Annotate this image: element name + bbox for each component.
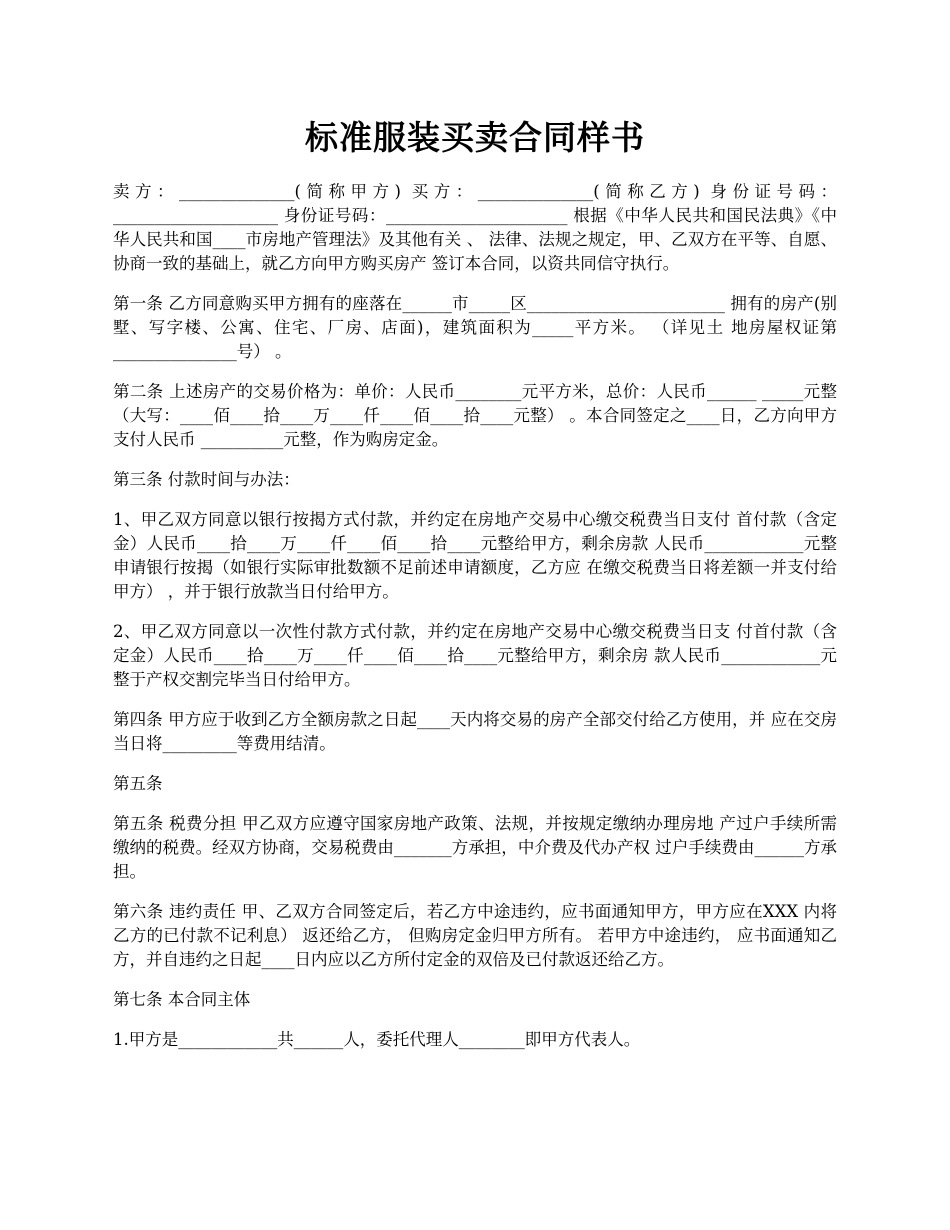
paragraph-article-4: 第四条 甲方应于收到乙方全额房款之日起____天内将交易的房产全部交付给乙方使用，并 应在交房当日将_________等费用结清。 bbox=[113, 710, 837, 753]
paragraph-article-6: 第六条 违约责任 甲、乙双方合同签定后，若乙方中途违约，应书面通知甲方，甲方应在XXX 内将乙方的已付款不记利息） 返还给乙方， 但购房定金归甲方所有。 若甲方中途违约， 应书面通知乙方，并自违约之日起____日内应以乙方所付定金的双倍及已付款返还给乙方。 bbox=[113, 902, 837, 969]
paragraph-article-5-heading: 第五条 bbox=[113, 774, 163, 793]
paragraph-article-3-item-1: 1、甲乙双方同意以银行按揭方式付款，并约定在房地产交易中心缴交税费当日支付 首付款（含定金）人民币____拾____万____仟____佰____拾____元整给甲方，剩余房款 人民币____________元整申请银行按揭（如银行实际审批数额不足前述申请额度，乙方应 在缴交税费当日将差额一并支付给甲方） ，并于银行放款当日付给甲方。 bbox=[113, 510, 837, 601]
paragraph-article-1: 第一条 乙方同意购买甲方拥有的座落在______市_____区________________________ 拥有的房产(别墅、写字楼、公寓、住宅、厂房、店面)，建筑面积为_____平方米。 （详见土 地房屋权证第_______________号） 。 bbox=[113, 294, 837, 361]
paragraph-article-2: 第二条 上述房产的交易价格为：单价：人民币________元平方米，总价：人民币______ _____元整（大写：____佰____拾____万____仟____佰____拾____元整） 。本合同签定之____日，乙方向甲方支付人民币 __________元整，作为购房定金。 bbox=[113, 382, 837, 449]
paragraph-article-5: 第五条 税费分担 甲乙双方应遵守国家房地产政策、法规，并按规定缴纳办理房地 产过户手续所需缴纳的税费。经双方协商，交易税费由_______方承担，中介费及代办产权 过户手续费由______方承担。 bbox=[113, 814, 837, 881]
paragraph-article-7: 第七条 本合同主体 bbox=[113, 990, 251, 1009]
paragraph-preamble: 卖方：______________(简称甲方) 买方：______________(简称乙方) 身份证号码：____________________ 身份证号码：______________________ 根据《中华人民共和国民法典》《中华人民共和国____市房地产管理法》及其他有关 、 法律、法规之规定，甲、乙双方在平等、自愿、协商一致的基础上，就乙方向甲方购买房产 签订本合同，以资共同信守执行。 bbox=[113, 182, 837, 273]
paragraph-article-7-item-1: 1.甲方是____________共______人，委托代理人________即甲方代表人。 bbox=[113, 1030, 641, 1049]
document-title: 标准服装买卖合同样书 bbox=[305, 118, 645, 157]
document-body bbox=[113, 180, 837, 1068]
paragraph-article-3: 第三条 付款时间与办法： bbox=[113, 470, 300, 489]
paragraph-article-3-item-2: 2、甲乙双方同意以一次性付款方式付款，并约定在房地产交易中心缴交税费当日支 付首付款（含定金）人民币____拾____万____仟____佰____拾____元整给甲方，剩余房 款人民币____________元整于产权交割完毕当日付给甲方。 bbox=[113, 622, 837, 689]
